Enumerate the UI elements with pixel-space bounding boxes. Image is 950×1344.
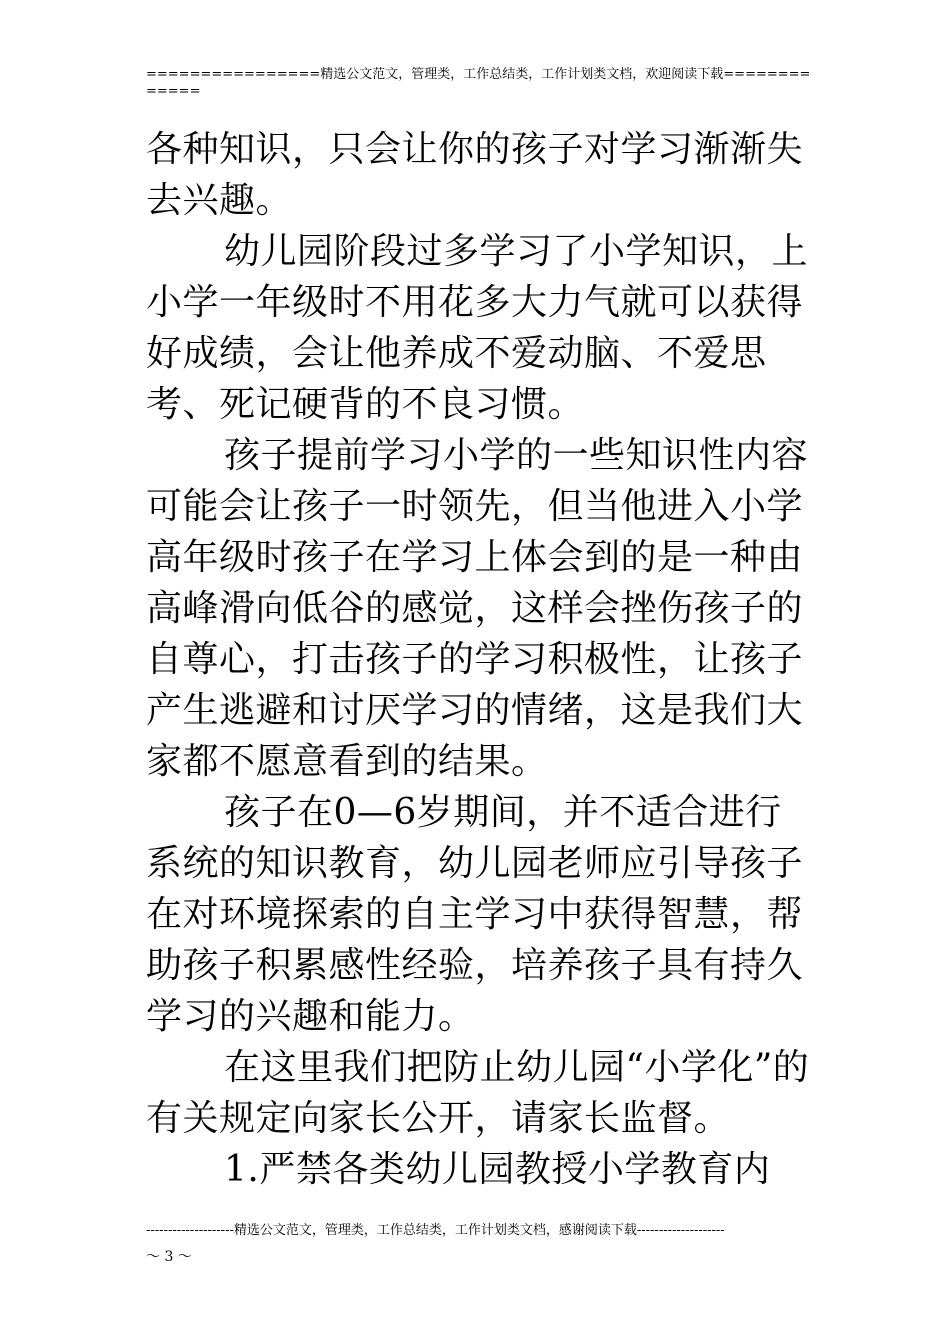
paragraph: 1.严禁各类幼儿园教授小学教育内 — [224, 1149, 771, 1190]
document-body — [146, 124, 818, 1195]
page-number: ～ 3 ～ — [146, 1249, 192, 1265]
paragraph: 孩子在0—6岁期间，并不适合进行系统的知识教育，幼儿园老师应引导孩子在对环境探索的自主学习中获得智慧，帮助孩子积累感性经验，培养孩子具有持久学习的兴趣和能力。 — [146, 792, 804, 1037]
paragraph: 幼儿园阶段过多学习了小学知识，上小学一年级时不用花多大力气就可以获得好成绩，会让他养成不爱动脑、不爱思考、死记硬背的不良习惯。 — [146, 231, 809, 425]
page-footer: --------------------精选公文范文，管理类，工作总结类，工作计划类文档，感谢阅读下载-------------------- — [146, 1223, 725, 1238]
page-header: ================精选公文范文，管理类，工作总结类，工作计划类文档，欢迎阅读下载============= — [146, 67, 811, 99]
paragraph: 在这里我们把防止幼儿园“小学化”的有关规定向家长公开，请家长监督。 — [146, 1047, 810, 1139]
paragraph: 孩子提前学习小学的一些知识性内容可能会让孩子一时领先，但当他进入小学高年级时孩子在学习上体会到的是一种由高峰滑向低谷的感觉，这样会挫伤孩子的自尊心，打击孩子的学习积极性，让孩子产生逃避和讨厌学习的情绪，这是我们大家都不愿意看到的结果。 — [146, 435, 809, 782]
paragraph: 各种知识，只会让你的孩子对学习渐渐失去兴趣。 — [146, 129, 804, 221]
